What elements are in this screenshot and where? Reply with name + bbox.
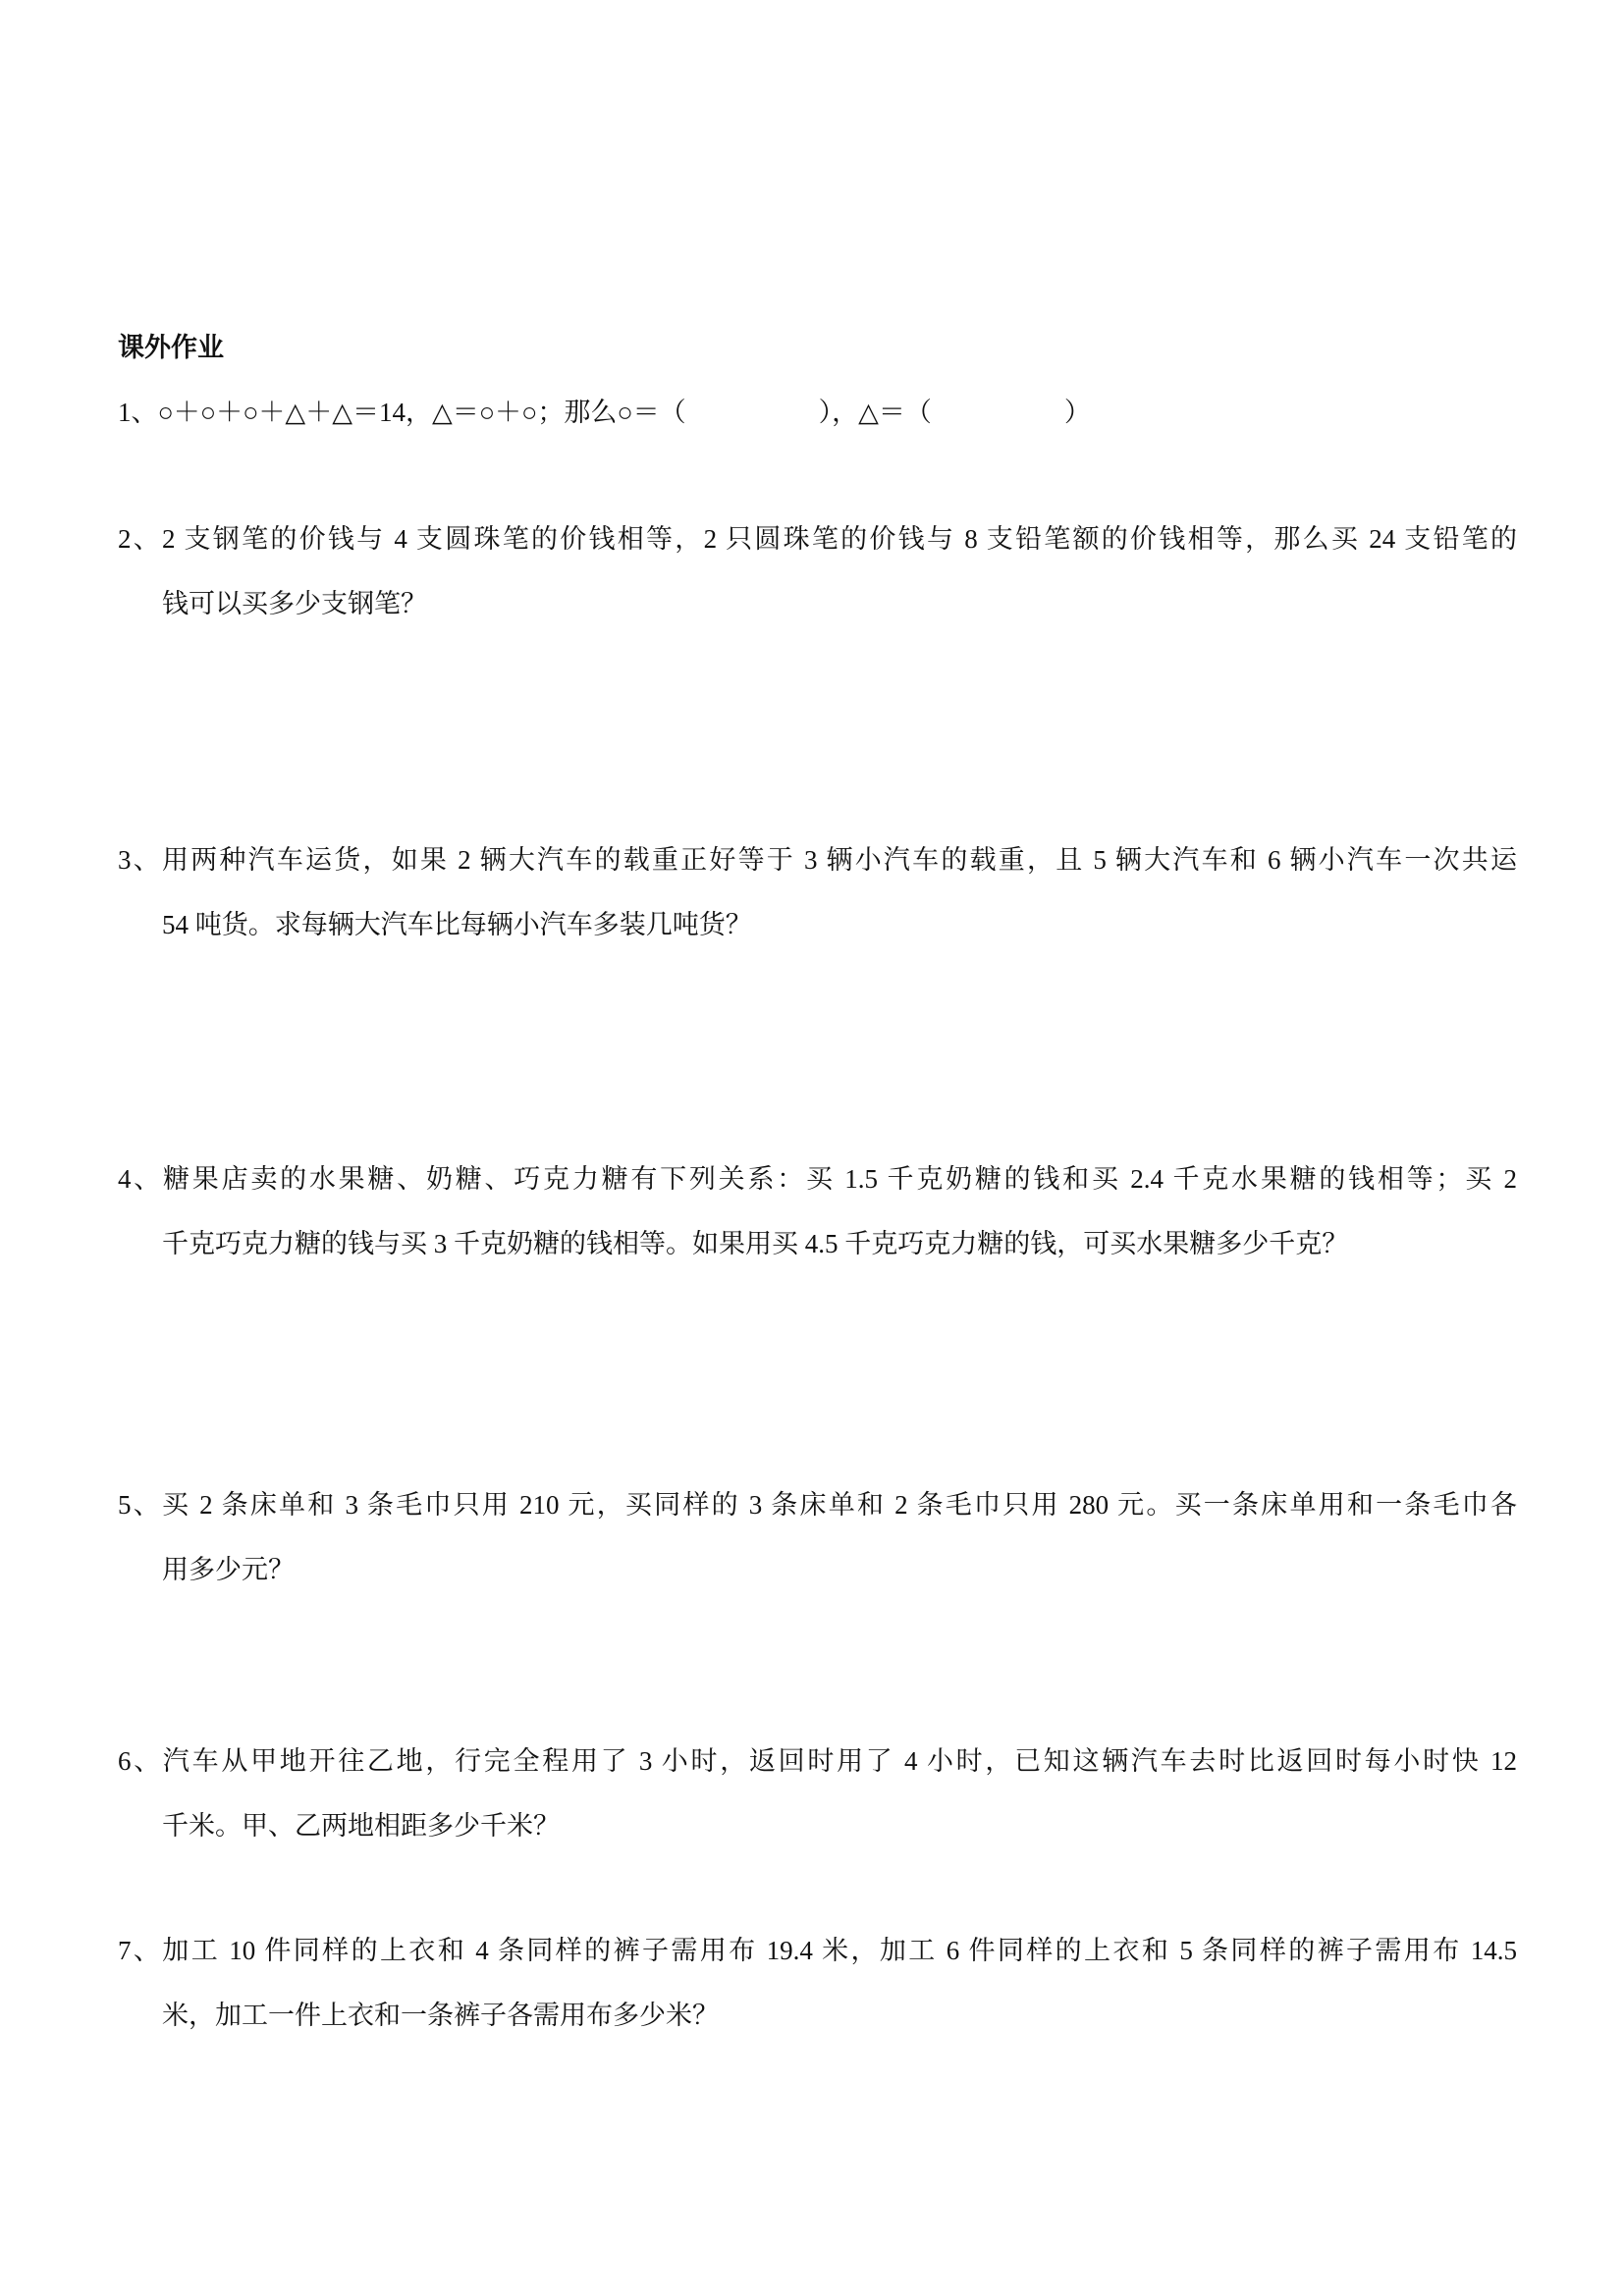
question-5 bbox=[118, 1485, 1517, 1615]
question-7 bbox=[118, 1931, 1517, 2060]
question-line: 7、加工 10 件同样的上衣和 4 条同样的裤子需用布 19.4 米，加工 6 件同样的上衣和 5 条同样的裤子需用布 14.5 bbox=[118, 1936, 1517, 1965]
question-2 bbox=[118, 519, 1517, 649]
question-line: 千克巧克力糖的钱与买 3 千克奶糖的钱相等。如果用买 4.5 千克巧克力糖的钱，可买水果糖多少千克？ bbox=[162, 1229, 1349, 1258]
question-line: 1、○＋○＋○＋△＋△＝14，△＝○＋○；那么○＝（ ），△＝（ ） bbox=[118, 398, 1091, 427]
question-line: 6、汽车从甲地开往乙地，行完全程用了 3 小时，返回时用了 4 小时，已知这辆汽车去时比返回时每小时快 12 bbox=[118, 1746, 1517, 1776]
question-4 bbox=[118, 1159, 1517, 1289]
question-6 bbox=[118, 1741, 1517, 1871]
question-3 bbox=[118, 840, 1517, 970]
question-line: 54 吨货。求每辆大汽车比每辆小汽车多装几吨货？ bbox=[162, 910, 752, 939]
question-line: 5、买 2 条床单和 3 条毛巾只用 210 元，买同样的 3 条床单和 2 条毛巾只用 280 元。买一条床单用和一条毛巾各 bbox=[118, 1490, 1517, 1520]
question-line: 米，加工一件上衣和一条裤子各需用布多少米？ bbox=[162, 2001, 719, 2030]
question-line: 钱可以买多少支钢笔？ bbox=[162, 589, 427, 618]
question-line: 4、糖果店卖的水果糖、奶糖、巧克力糖有下列关系：买 1.5 千克奶糖的钱和买 2.4 千克水果糖的钱相等；买 2 bbox=[118, 1164, 1517, 1194]
question-1 bbox=[118, 393, 1517, 457]
question-line: 3、用两种汽车运货，如果 2 辆大汽车的载重正好等于 3 辆小汽车的载重，且 5 辆大汽车和 6 辆小汽车一次共运 bbox=[118, 845, 1517, 875]
question-line: 用多少元？ bbox=[162, 1555, 295, 1584]
question-line: 千米。甲、乙两地相距多少千米？ bbox=[162, 1811, 560, 1841]
question-line: 2、2 支钢笔的价钱与 4 支圆珠笔的价钱相等，2 只圆珠笔的价钱与 8 支铅笔额的价钱相等，那么买 24 支铅笔的 bbox=[118, 524, 1517, 554]
section-title: 课外作业 bbox=[118, 333, 224, 362]
